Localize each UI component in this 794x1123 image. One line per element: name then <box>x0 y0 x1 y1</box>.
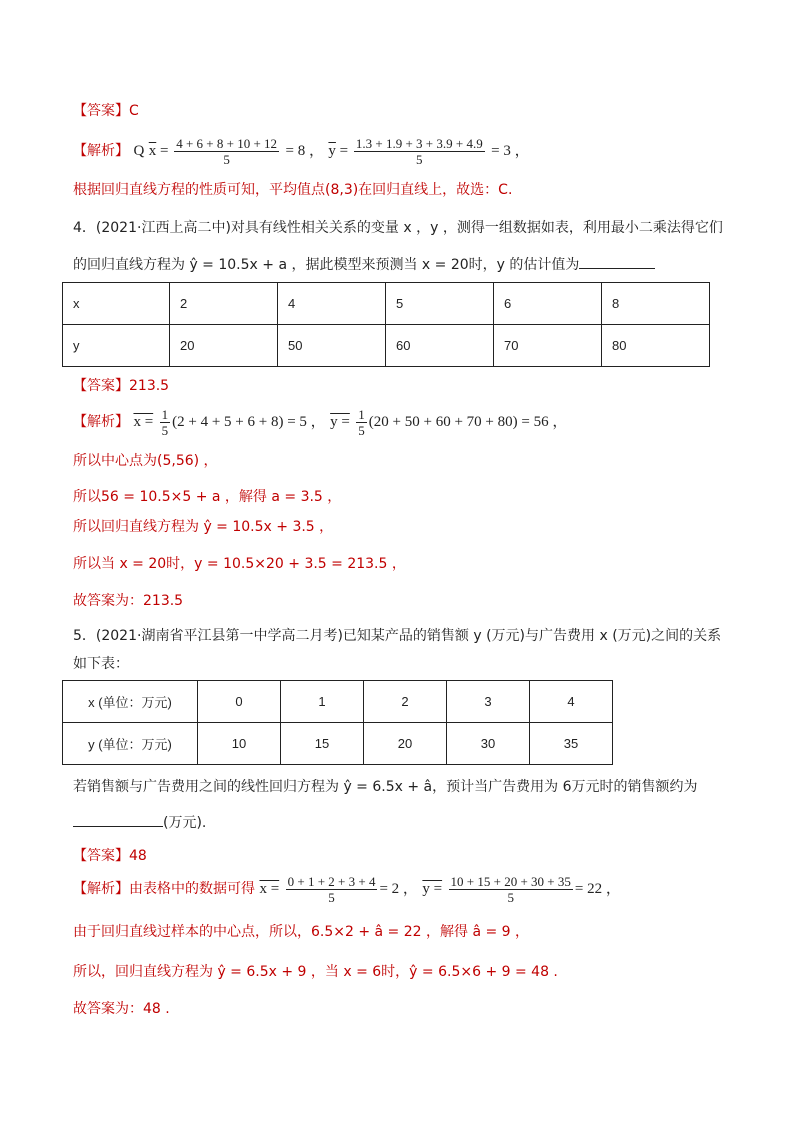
answer-tag: 【答案】 <box>73 103 129 119</box>
q3-answer: C <box>129 103 139 119</box>
answer-tag: 【答案】 <box>73 848 129 864</box>
q4-step-predict: 所以当 x = 20时，y = 10.5×20 + 3.5 = 213.5 ， <box>73 556 406 572</box>
explanation-tag: 【解析】 <box>73 414 129 430</box>
q5-answer: 48 <box>129 848 147 864</box>
q4-step-center: 所以中心点为(5,56) ， <box>73 453 218 469</box>
q5-stem-line-1: 5．(2021·湖南省平江县第一中学高二月考)已知某产品的销售额 y (万元)与广告费用 x (万元)之间的关系 <box>73 628 722 644</box>
q5-step-center: 由于回归直线过样本的中心点，所以，6.5×2 + â = 22 ，解得 â = 9 ， <box>73 924 530 940</box>
table-cell: 3 <box>447 681 530 723</box>
table-cell: 20 <box>364 723 447 765</box>
table-cell: 4 <box>530 681 613 723</box>
q4-answer-line <box>73 376 169 396</box>
table-cell: 1 <box>281 681 364 723</box>
q5-stem-line-3: 若销售额与广告费用之间的线性回归方程为 ŷ = 6.5x + â，预计当广告费用为 6万元时的销售额约为 <box>73 779 698 795</box>
q5-stem-line-4: (万元). <box>73 812 206 833</box>
table-cell: 4 <box>278 283 386 325</box>
q5-answer-blank <box>73 812 163 827</box>
explanation-tag: 【解析】 <box>73 881 129 897</box>
q3-result-x: = 8 ， <box>285 143 324 159</box>
table-cell: 2 <box>170 283 278 325</box>
q5-final-answer: 故答案为：48 . <box>73 1001 170 1017</box>
table-cell: 35 <box>530 723 613 765</box>
table-cell: 60 <box>386 325 494 367</box>
table-row <box>63 283 710 325</box>
one-fifth-fraction: $\frac{1}{5}$ <box>358 406 365 438</box>
q4-step-equation: 所以回归直线方程为 ŷ = 10.5x + 3.5 ， <box>73 519 334 535</box>
x-bar: $\overline{x}$ <box>148 143 157 159</box>
q3-fraction-x: $\frac{4 + 6 + 8 + 10 + 12}{5}$ <box>176 135 278 167</box>
table-cell: 70 <box>494 325 602 367</box>
table-cell: 0 <box>198 681 281 723</box>
table-cell: y (单位：万元) <box>63 723 198 765</box>
q5-answer-line <box>73 846 147 866</box>
table-cell: 30 <box>447 723 530 765</box>
q5-step-predict: 所以，回归直线方程为 ŷ = 6.5x + 9 ，当 x = 6时，ŷ = 6.5×6 + 9 = 48 . <box>73 964 558 980</box>
q3-conclusion: 根据回归直线方程的性质可知，平均值点(8,3)在回归直线上，故选：C. <box>73 182 513 198</box>
y-bar: y = <box>330 414 350 430</box>
table-cell: 6 <box>494 283 602 325</box>
q3-fraction-y: $\frac{1.3 + 1.9 + 3 + 3.9 + 4.9}{5}$ <box>355 135 483 167</box>
table-row <box>63 723 613 765</box>
answer-tag: 【答案】 <box>73 378 129 394</box>
y-bar: $\overline{y}$ <box>328 143 336 159</box>
table-row <box>63 325 710 367</box>
q4-stem-line-2: 的回归直线方程为 ŷ = 10.5x + a ，据此模型来预测当 x = 20时，y 的估计值为 <box>73 254 655 275</box>
q5-fraction-y: $\frac{10 + 15 + 20 + 30 + 35}{5}$ <box>450 873 571 905</box>
table-cell: 20 <box>170 325 278 367</box>
q5-fraction-x: $\frac{0 + 1 + 2 + 3 + 4}{5}$ <box>287 873 376 905</box>
q5-explanation-line: 【解析】由表格中的数据可得 x = $\frac{0 + 1 + 2 + 3 + 4}{5}$ = 2 ， y = $\frac{10 + 15 + 20 + 30 + 35}{5}$ = 22 ， <box>73 873 621 905</box>
q3-answer-line <box>73 101 139 121</box>
x-bar: x = <box>133 414 154 430</box>
table-cell: 5 <box>386 283 494 325</box>
q4-data-table <box>62 282 710 367</box>
q4-answer: 213.5 <box>129 378 170 394</box>
table-cell: 80 <box>602 325 710 367</box>
q4-answer-blank <box>579 254 655 269</box>
table-cell: y <box>63 325 170 367</box>
table-cell: 10 <box>198 723 281 765</box>
q5-stem-line-2: 如下表： <box>73 656 129 672</box>
q3-explanation-line: 【解析】 Q $\overline{x}$ = $\frac{4 + 6 + 8 + 10 + 12}{5}$ = 8 ， $\overline{y}$ = $\frac{1.3 + 1.9 + 3 + 3.9 + 4.9}{5}$ = 3 ， <box>73 135 530 167</box>
q3-result-y: = 3 ， <box>491 143 530 159</box>
table-cell: 15 <box>281 723 364 765</box>
table-cell: 2 <box>364 681 447 723</box>
because-symbol: Q <box>133 143 145 159</box>
table-cell: x <box>63 283 170 325</box>
q5-data-table <box>62 680 613 765</box>
table-cell: x (单位：万元) <box>63 681 198 723</box>
q4-final-answer: 故答案为：213.5 <box>73 593 184 609</box>
one-fifth-fraction: $\frac{1}{5}$ <box>161 406 169 438</box>
table-cell: 8 <box>602 283 710 325</box>
q4-explanation-line: 【解析】 x = $\frac{1}{5}$ (2 + 4 + 5 + 6 + 8) = 5 ， y = $\frac{1}{5}$ (20 + 50 + 60 + 70 + 80) = 56 ， <box>73 406 568 438</box>
x-bar: x = <box>259 881 280 897</box>
explanation-tag: 【解析】 <box>73 143 129 159</box>
q4-step-solve-a: 所以56 = 10.5×5 + a ，解得 a = 3.5 ， <box>73 489 342 505</box>
q4-stem-line-1: 4．(2021·江西上高二中)对具有线性相关关系的变量 x ，y ，测得一组数据如表，利用最小二乘法得它们 <box>73 220 723 236</box>
y-bar: y = <box>422 881 443 897</box>
table-cell: 50 <box>278 325 386 367</box>
table-row <box>63 681 613 723</box>
